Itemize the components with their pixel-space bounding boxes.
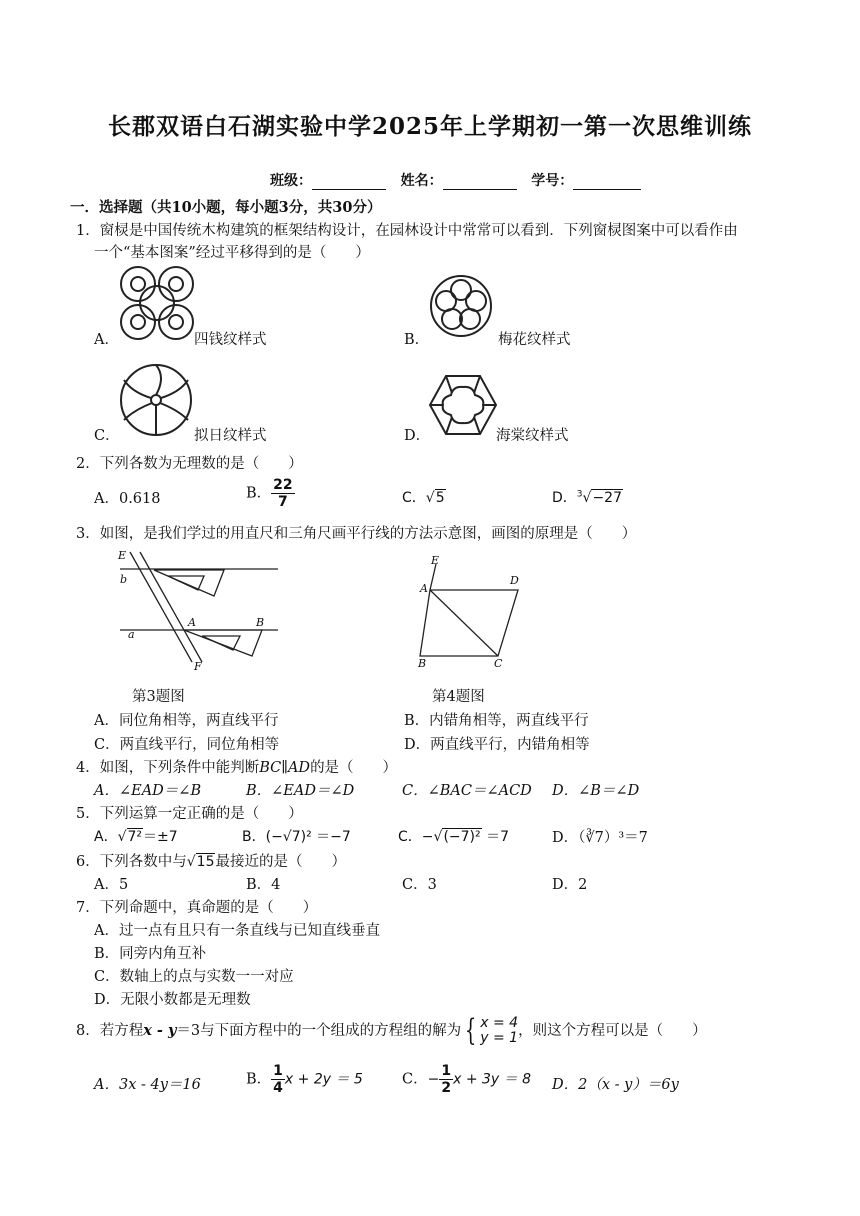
q8-equation-system [480, 1016, 518, 1045]
q6-option-c: C．3 [402, 877, 437, 893]
q4-option-c: C．∠BAC＝∠ACD [402, 783, 532, 799]
fig4-caption: 第4题图 [432, 689, 485, 705]
q2-option-a: A．0.618 [94, 491, 161, 507]
fig3-label-a-point: A [188, 616, 196, 629]
q8-option-b-tail: x + 2y ＝ 5 [284, 1071, 363, 1088]
q5-option-c-radicand: (−7)² [443, 829, 481, 845]
q2-option-b-letter: B． [246, 485, 272, 502]
q2-stem: 2．下列各数为无理数的是（ ） [76, 456, 303, 472]
q3-stem: 3．如图，是我们学过的用直尺和三角尺画平行线的方法示意图，画图的原理是（ ） [76, 526, 637, 542]
q8-option-c-tail: x + 3y ＝ 8 [453, 1071, 532, 1088]
q1-option-a-letter: A． [94, 332, 119, 348]
four-coins-pattern-figure [118, 264, 196, 342]
q1-option-c-text: 拟日纹样式 [194, 428, 267, 444]
q7-option-a: A．过一点有且只有一条直线与已知直线垂直 [94, 923, 380, 939]
begonia-pattern-figure [428, 374, 498, 436]
q3-option-d: D．两直线平行，内错角相等 [404, 737, 590, 753]
q2-option-c: C．√5 [402, 490, 445, 506]
q8-option-d: D．2（x - y）＝6y [552, 1077, 679, 1093]
q8-option-a: A．3x - 4y＝16 [94, 1077, 201, 1093]
system-line-1: x = 4 [480, 1015, 519, 1032]
fraction-denominator: 2 [441, 1080, 452, 1096]
fig3-label-f: F [194, 660, 202, 672]
class-blank [312, 175, 386, 190]
q8-option-c-letter: C． [402, 1071, 428, 1088]
fig3-label-b-point: B [256, 616, 265, 629]
q5-option-b [242, 826, 351, 846]
q6-option-d: D．2 [552, 877, 588, 893]
q1-stem-line1: 1．窗棂是中国传统木构建筑的框架结构设计，在园林设计中常常可以看到．下列窗棂图案中可以看作由 [76, 223, 738, 239]
q5-option-a-letter: A． [94, 829, 118, 845]
q2-option-c-radicand: 5 [435, 490, 445, 506]
q8-option-b-letter: B． [246, 1071, 272, 1088]
q5-option-b-expr: (−√7)² ＝−7 [265, 829, 351, 845]
q4-option-d: D．∠B＝∠D [552, 783, 640, 799]
q6-stem-post: 最接近的是（ ） [215, 854, 346, 870]
q7-stem: 7．下列命题中，真命题的是（ ） [76, 900, 318, 916]
student-info-line [270, 170, 641, 190]
q5-option-c-tail: ＝7 [481, 829, 509, 845]
q8-stem-pre: 8．若方程 [76, 1023, 144, 1039]
fig3-label-b: b [120, 573, 128, 586]
cube-root-index: 3 [576, 489, 583, 500]
plum-blossom-pattern-figure [428, 268, 494, 340]
q5-option-c-pre: − [421, 829, 434, 845]
q3-option-a: A．同位角相等，两直线平行 [94, 713, 279, 729]
q8-stem-mid: ＝3与下面方程中的一个组成的方程组的解为 [176, 1023, 462, 1039]
q8-option-c-pre: − [427, 1071, 440, 1088]
fraction-numerator: 1 [273, 1063, 283, 1079]
page-title: 长郡双语白石湖实验中学2025年上学期初一第一次思维训练 [107, 113, 752, 140]
q8-stem-equation: x - y [143, 1022, 177, 1039]
q8-stem-post: ，则这个方程可以是（ ） [518, 1023, 707, 1039]
fig4-label-d: D [510, 574, 519, 587]
q7-option-b: B．同旁内角互补 [94, 946, 207, 962]
fraction-denominator: 7 [278, 494, 288, 510]
q5-option-d-letter: D． [552, 830, 579, 846]
q6-option-a: A．5 [94, 877, 129, 893]
q4-stem-math: BC∥AD [259, 760, 311, 776]
name-blank [443, 175, 517, 190]
q1-option-d-text: 海棠纹样式 [496, 428, 569, 444]
q6-stem-radicand: 15 [196, 854, 215, 870]
q5-stem: 5．下列运算一定正确的是（ ） [76, 806, 303, 822]
name-label: 姓名： [400, 173, 443, 189]
fig3-label-a-line: a [128, 628, 135, 641]
system-line-2: y = 1 [480, 1030, 519, 1046]
q8-option-b [246, 1064, 363, 1095]
q7-option-c: C．数轴上的点与实数一一对应 [94, 969, 294, 985]
q5-option-a-radicand: 7² [127, 829, 143, 845]
q4-option-a: A．∠EAD＝∠B [94, 783, 202, 799]
q1-option-d-letter: D． [404, 428, 431, 444]
q1-option-a-text: 四钱纹样式 [194, 332, 267, 348]
q6-stem-pre: 6．下列各数中与 [76, 854, 187, 870]
q7-option-d: D．无限小数都是无理数 [94, 992, 251, 1008]
q5-option-d-expr: （∛7）³＝7 [578, 830, 648, 846]
class-label: 班级： [270, 173, 312, 189]
q8-option-c-fraction [439, 1064, 453, 1095]
q6-option-b: B．4 [246, 877, 281, 893]
q3-option-c: C．两直线平行，同位角相等 [94, 737, 280, 753]
id-label: 学号： [531, 173, 574, 189]
q4-stem [76, 756, 397, 777]
q1-option-b-letter: B． [404, 332, 430, 348]
q2-option-d-letter: D． [552, 490, 577, 506]
q1-option-b-text: 梅花纹样式 [498, 332, 571, 348]
fig4-label-c: C [494, 657, 503, 668]
q2-option-b-fraction [271, 478, 294, 509]
q5-option-c-letter: C． [398, 829, 422, 845]
q1-stem-line2: 一个“基本图案”经过平移得到的是（ ） [94, 245, 370, 261]
q1-option-c-letter: C． [94, 428, 120, 444]
fraction-numerator: 1 [441, 1063, 452, 1079]
fig4-label-a: A [420, 582, 428, 595]
q8-stem [76, 1013, 707, 1048]
q2-option-b [246, 478, 295, 509]
q6-stem: 6．下列各数中与√15最接近的是（ ） [76, 854, 346, 870]
id-blank [573, 175, 641, 190]
fig3-label-e: E [118, 549, 127, 562]
ruler-triangle-parallel-figure [112, 548, 284, 672]
q5-option-c: C．−√(−7)² ＝7 [398, 829, 509, 845]
q3-option-b: B．内错角相等，两直线平行 [404, 713, 589, 729]
q2-option-d-radicand: −27 [592, 490, 622, 506]
q5-option-b-letter: B． [242, 829, 266, 845]
fig4-label-b: B [418, 657, 427, 668]
q4-stem-post: 的是（ ） [310, 760, 398, 776]
q5-option-d [552, 826, 648, 847]
q4-stem-pre: 4．如图，下列条件中能判断 [76, 760, 260, 776]
q8-option-b-fraction [271, 1064, 285, 1095]
system-brace: { [464, 1013, 477, 1048]
fraction-denominator: 4 [273, 1080, 283, 1096]
section-heading: 一．选择题（共10小题，每小题3分，共30分） [70, 199, 382, 216]
q2-option-d: D．$^3$√−27 [552, 489, 622, 506]
fig3-caption: 第3题图 [132, 689, 185, 705]
q8-option-c [402, 1064, 531, 1095]
fraction-numerator: 22 [273, 477, 293, 493]
q5-option-a-tail: ＝±7 [143, 829, 178, 845]
q4-option-b: B．∠EAD＝∠D [246, 783, 355, 799]
q2-option-c-letter: C． [402, 490, 426, 506]
q5-option-a: A．√7²＝±7 [94, 829, 178, 845]
quadrilateral-abcd-figure [414, 552, 524, 668]
fig4-label-e: E [431, 554, 440, 567]
sun-pattern-figure [118, 362, 194, 438]
